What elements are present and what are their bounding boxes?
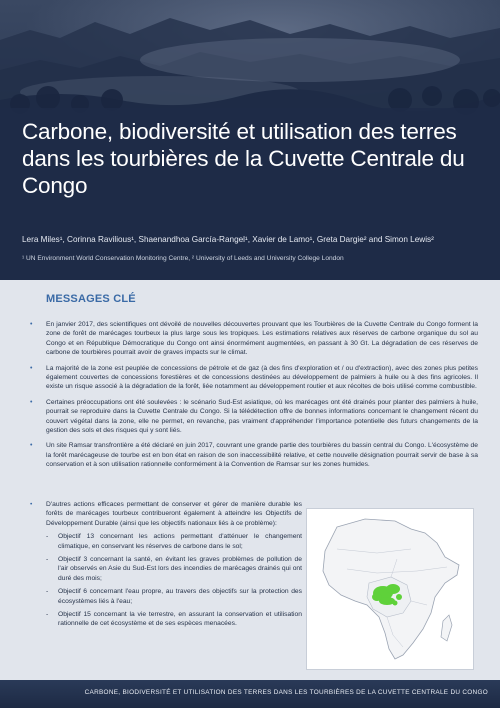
dash-marker: -	[46, 588, 49, 596]
list-item-text: Objectif 15 concernant la vie terrestre, en assurant la conservation et utilisation rationnelle de cet écosystème et de ses espèces menacées.	[58, 611, 302, 628]
africa-locator-map	[306, 508, 474, 670]
list-item-text: En janvier 2017, des scientifiques ont dévoilé de nouvelles découvertes prouvant que les Tourbières de la Cuvette Centrale du Congo forment la zone de forêt de marécages tourbeux la plus large sous les tropiques. Les estimations relatives aux réserves de carbone organique du sol au Congo et en République Démocratique du Congo ont ainsi énormément augmentées, en passant à 30 Gt. La dégradation de ces réserves de carbone de tourbières pourrait avoir de graves impacts sur le climat.	[46, 321, 478, 357]
sdg-objectives-list	[30, 532, 302, 629]
list-item	[30, 320, 478, 358]
list-item-text: Objectif 3 concernant la santé, en évitant les graves problèmes de pollution de l'air observés en Asie du Sud-Est lors des incendies de marécages drainés qui ont duré des mois;	[58, 556, 302, 582]
footer-banner	[0, 680, 500, 708]
list-item-text: Un site Ramsar transfrontière a été déclaré en juin 2017, couvrant une grande partie des tourbières du bassin central du Congo. L'écosystème de la forêt marécageuse de tourbe est en bon état en raison de son inaccessibilité relative, et cette nouvelle désignation pourrait servir de base à sa conservation et à son utilisation rationnelle conformément à la Convention de Ramsar sur les zones humides.	[46, 442, 478, 469]
list-item-text: D'autres actions efficaces permettant de conserver et gérer de manière durable les forêts de marécages tourbeux contribueront également à atteindre les Objectifs de Développement Durable (ainsi que les objectifs nationaux liés à ce problème):	[46, 501, 302, 527]
africa-map-graphic	[307, 509, 473, 669]
footer-running-title: CARBONE, BIODIVERSITÉ ET UTILISATION DES TERRES DANS LES TOURBIÈRES DE LA CUVETTE CENTRALE DU CONGO	[84, 689, 488, 696]
list-item	[46, 555, 302, 583]
list-item	[46, 587, 302, 606]
section-title: MESSAGES CLÉ	[46, 293, 136, 305]
bullet-marker: •	[30, 501, 33, 508]
key-messages-section	[0, 280, 500, 680]
list-item	[30, 441, 478, 469]
list-item	[30, 364, 478, 392]
key-messages-list	[30, 320, 478, 476]
affiliations: ¹ UN Environment World Conservation Monitoring Centre, ² University of Leeds and University College London	[22, 255, 344, 262]
list-item-text: Certaines préoccupations ont été soulevées : le scénario Sud-Est asiatique, où les marécages ont été drainés pour planter des palmiers à huile, pourrait se reproduire dans la Cuvette Centrale du Congo. Si la télédétection offre de bonnes informations concernant le changement récent du couvert végétal dans la zone, elle ne permet, en revanche, pas vraiment d'appréhender l'importance potentielle des futurs changements de la gestion des sols et des risques qui y sont liés.	[46, 398, 478, 435]
dash-marker: -	[46, 611, 49, 619]
author-list: Lera Miles¹, Corinna Ravilious¹, Shaenandhoa García-Rangel¹, Xavier de Lamo¹, Greta Dargie² and Simon Lewis²	[22, 235, 434, 244]
bullet-marker: •	[30, 442, 33, 450]
header-banner	[0, 0, 500, 280]
list-item-text: Objectif 6 concernant l'eau propre, au travers des objectifs sur la protection des écosystèmes liés à l'eau;	[58, 588, 302, 605]
list-item-text: Objectif 13 concernant les actions permettant d'atténuer le changement climatique, en conservant les réserves de carbone dans le sol;	[58, 533, 302, 550]
list-item	[46, 610, 302, 629]
list-item	[30, 398, 478, 436]
dash-marker: -	[46, 556, 49, 564]
bullet-marker: •	[30, 321, 33, 328]
dash-marker: -	[46, 533, 49, 541]
list-item	[46, 532, 302, 551]
list-item-text: La majorité de la zone est peuplée de concessions de pétrole et de gaz (à des fins d'exploration et / ou d'extraction), avec des zones plus petites également couvertes de concessions forestières et de concessions destinées au développement de palmiers à huile ou à des fins agricoles. Il existe un risque associé à la dégradation de la forêt, liée notamment au développement routier et aux récoltes de bois utilisé comme combustible.	[46, 364, 478, 391]
document-title: Carbone, biodiversité et utilisation des terres dans les tourbières de la Cuvette Centrale du Congo	[22, 119, 465, 198]
bullet-marker: •	[30, 398, 33, 406]
list-item	[30, 500, 302, 528]
bullet-marker: •	[30, 364, 33, 372]
sdg-actions	[30, 500, 302, 633]
